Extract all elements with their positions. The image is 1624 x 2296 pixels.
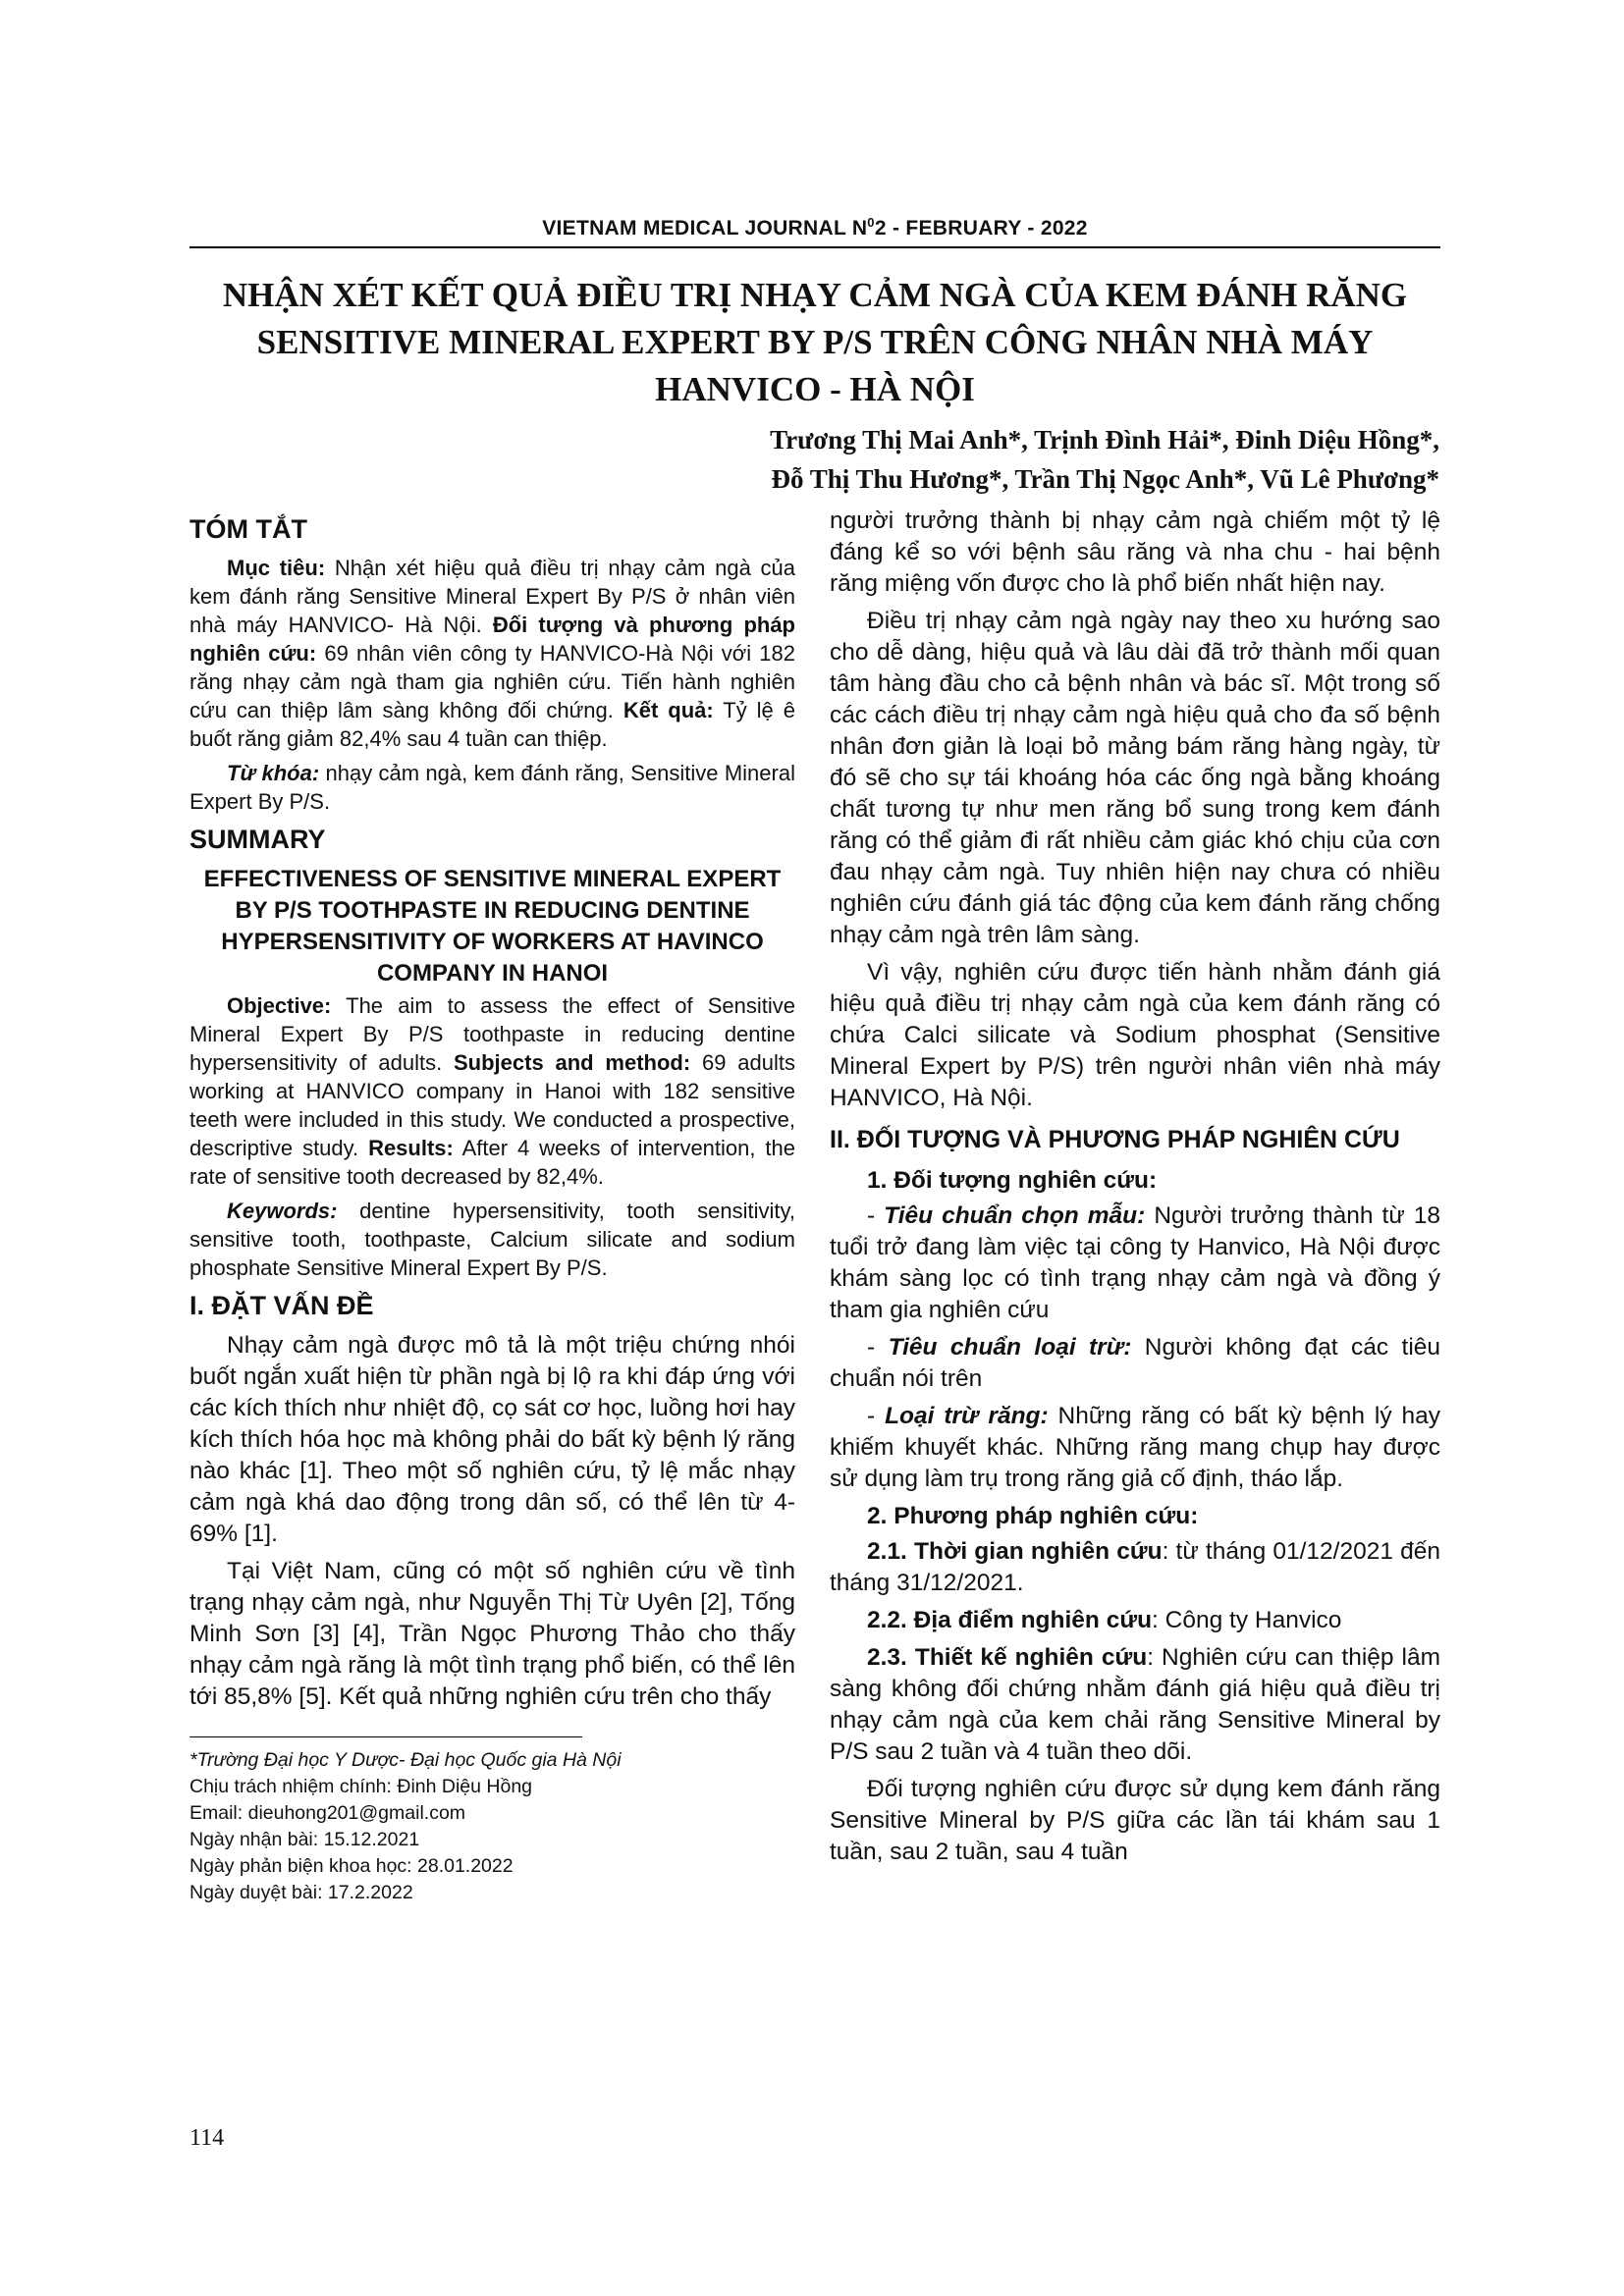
- tomtat-heading: TÓM TẮT: [189, 514, 307, 544]
- footnote-received: Ngày nhận bài: 15.12.2021: [189, 1829, 420, 1850]
- criteria-teeth-exclusion: - Loại trừ răng: Những răng có bất kỳ bệnh lý hay khiếm khuyết khác. Những răng mang chụp hay được sử dụng làm trụ trong răng giả cố định, tháo lắp.: [830, 1403, 1440, 1492]
- intro-heading: I. ĐẶT VẤN ĐỀ: [189, 1291, 374, 1320]
- intro-paragraph-2: Tại Việt Nam, cũng có một số nghiên cứu về tình trạng nhạy cảm ngà, như Nguyễn Thị Từ Uyên [2], Tống Minh Sơn [3] [4], Trần Ngọc Phương Thảo cho thấy nhạy cảm ngà răng là một tình trạng phổ biến, có thể lên tới 85,8% [5]. Kết quả những nghiên cứu trên cho thấy: [189, 1558, 795, 1710]
- study-location: 2.2. Địa điểm nghiên cứu: Công ty Hanvico: [867, 1607, 1342, 1633]
- footnote-email: Email: dieuhong201@gmail.com: [189, 1802, 466, 1824]
- criteria-exclusion: - Tiêu chuẩn loại trừ: Người không đạt các tiêu chuẩn nói trên: [830, 1334, 1441, 1392]
- methods-heading: II. ĐỐI TƯỢNG VÀ PHƯƠNG PHÁP NGHIÊN CỨU: [830, 1126, 1400, 1153]
- study-design: 2.3. Thiết kế nghiên cứu: Nghiên cứu can thiệp lâm sàng không đối chứng nhằm đánh giá hiệu quả điều trị nhạy cảm ngà của kem chải răng Sensitive Mineral by P/S sau 2 tuần và 4 tuần theo dõi.: [830, 1644, 1440, 1765]
- left-column: [189, 506, 795, 1906]
- subsection-2: 2. Phương pháp nghiên cứu:: [867, 1503, 1199, 1529]
- footnote-affiliation: *Trường Đại học Y Dược- Đại học Quốc gia Hà Nội: [189, 1749, 622, 1771]
- intro-paragraph-3: Điều trị nhạy cảm ngà ngày nay theo xu hướng sao cho dễ dàng, hiệu quả và lâu dài đã trở thành mối quan tâm hàng đầu cho cả bệnh nhân và bác sĩ. Một trong số các cách điều trị nhạy cảm ngà hiệu quả cho đa số bệnh nhân đơn giản là loại bỏ mảng bám răng hàng ngày, từ đó sẽ cho sự tái khoáng hóa các ống ngà bằng khoáng chất tương tự như men răng bổ sung trong kem đánh răng có thể giảm đi rất nhiều cảm giác khó chịu của cơn đau nhạy cảm ngà. Tuy nhiên hiện nay chưa có nhiều nghiên cứu đánh giá tác động của kem đánh răng chống nhạy cảm ngà trên lâm sàng.: [830, 608, 1440, 948]
- study-time: 2.1. Thời gian nghiên cứu: từ tháng 01/12/2021 đến tháng 31/12/2021.: [830, 1538, 1440, 1596]
- author-list: Trương Thị Mai Anh*, Trịnh Đình Hải*, Đinh Diệu Hồng*, Đỗ Thị Thu Hương*, Trần Thị Ngọc Anh*, Vũ Lê Phương*: [770, 425, 1439, 494]
- summary-keywords: Keywords: dentine hypersensitivity, tooth sensitivity, sensitive tooth, toothpaste, Calcium silicate and sodium phosphate Sensitive Mineral Expert By P/S.: [189, 1199, 795, 1280]
- journal-header: VIETNAM MEDICAL JOURNAL $N^02$ - FEBRUARY - 2022: [189, 215, 1440, 248]
- summary-heading: SUMMARY: [189, 825, 326, 854]
- footnote-reviewed: Ngày phản biện khoa học: 28.01.2022: [189, 1855, 514, 1877]
- page-number: 114: [189, 2125, 225, 2151]
- intro-paragraph-4: Vì vậy, nghiên cứu được tiến hành nhằm đánh giá hiệu quả điều trị nhạy cảm ngà của kem đánh răng có chứa Calci silicate và Sodium phosphat (Sensitive Mineral Expert by P/S) trên người nhân viên nhà máy HANVICO, Hà Nội.: [830, 959, 1440, 1111]
- summary-title: EFFECTIVENESS OF SENSITIVE MINERAL EXPERT BY P/S TOOTHPASTE IN REDUCING DENTINE HYPERSENSITIVITY OF WORKERS AT HAVINCO COMPANY IN HANOI: [203, 866, 782, 987]
- footnote-accepted: Ngày duyệt bài: 17.2.2022: [189, 1882, 413, 1903]
- footnote-divider: [189, 1736, 582, 1737]
- intro-continued: người trưởng thành bị nhạy cảm ngà chiếm một tỷ lệ đáng kể so với bệnh sâu răng và nha chu - hai bệnh răng miệng vốn được cho là phổ biến nhất hiện nay.: [830, 507, 1440, 597]
- subsection-1: 1. Đối tượng nghiên cứu:: [867, 1167, 1158, 1194]
- footnote-responsible: Chịu trách nhiệm chính: Đinh Diệu Hồng: [189, 1776, 533, 1797]
- right-column: [830, 506, 1440, 1874]
- tomtat-keywords: Từ khóa: nhạy cảm ngà, kem đánh răng, Sensitive Mineral Expert By P/S.: [189, 761, 795, 814]
- tomtat-paragraph: Mục tiêu: Nhận xét hiệu quả điều trị nhạy cảm ngà của kem đánh răng Sensitive Mineral Expert By P/S ở nhân viên nhà máy HANVICO- Hà Nội. Đối tượng và phương pháp nghiên cứu: 69 nhân viên công ty HANVICO-Hà Nội với 182 răng nhạy cảm ngà tham gia nghiên cứu. Tiến hành nghiên cứu can thiệp lâm sàng không đối chứng. Kết quả: Tỷ lệ ê buốt răng giảm 82,4% sau 4 tuần can thiệp.: [189, 556, 795, 751]
- intro-paragraph-1: Nhạy cảm ngà được mô tả là một triệu chứng nhói buốt ngắn xuất hiện từ phần ngà bị lộ ra khi đáp ứng với các kích thích như nhiệt độ, cọ sát cơ học, luồng hơi hay kích thích hóa học mà không phải do bất kỳ bệnh lý răng nào khác [1]. Theo một số nghiên cứu, tỷ lệ mắc nhạy cảm ngà khá dao động trong dân số, có thể lên từ 4-69% [1].: [189, 1332, 795, 1547]
- summary-paragraph: Objective: The aim to assess the effect of Sensitive Mineral Expert By P/S toothpaste in reducing dentine hypersensitivity of adults. Subjects and method: 69 adults working at HANVICO company in Hanoi with 182 sensitive teeth were included in this study. We conducted a prospective, descriptive study. Results: After 4 weeks of intervention, the rate of sensitive tooth decreased by 82,4%.: [189, 993, 796, 1189]
- article-title: NHẬN XÉT KẾT QUẢ ĐIỀU TRỊ NHẠY CẢM NGÀ CỦA KEM ĐÁNH RĂNG SENSITIVE MINERAL EXPERT BY P/S TRÊN CÔNG NHÂN NHÀ MÁY HANVICO - HÀ NỘI: [222, 276, 1408, 408]
- study-subjects-usage: Đối tượng nghiên cứu được sử dụng kem đánh răng Sensitive Mineral by P/S giữa các lần tái khám sau 1 tuần, sau 2 tuần, sau 4 tuần: [830, 1776, 1440, 1865]
- criteria-inclusion: - Tiêu chuẩn chọn mẫu: Người trưởng thành từ 18 tuổi trở đang làm việc tại công ty Hanvico, Hà Nội được khám sàng lọc có tình trạng nhạy cảm ngà và đồng ý tham gia nghiên cứu: [830, 1202, 1441, 1323]
